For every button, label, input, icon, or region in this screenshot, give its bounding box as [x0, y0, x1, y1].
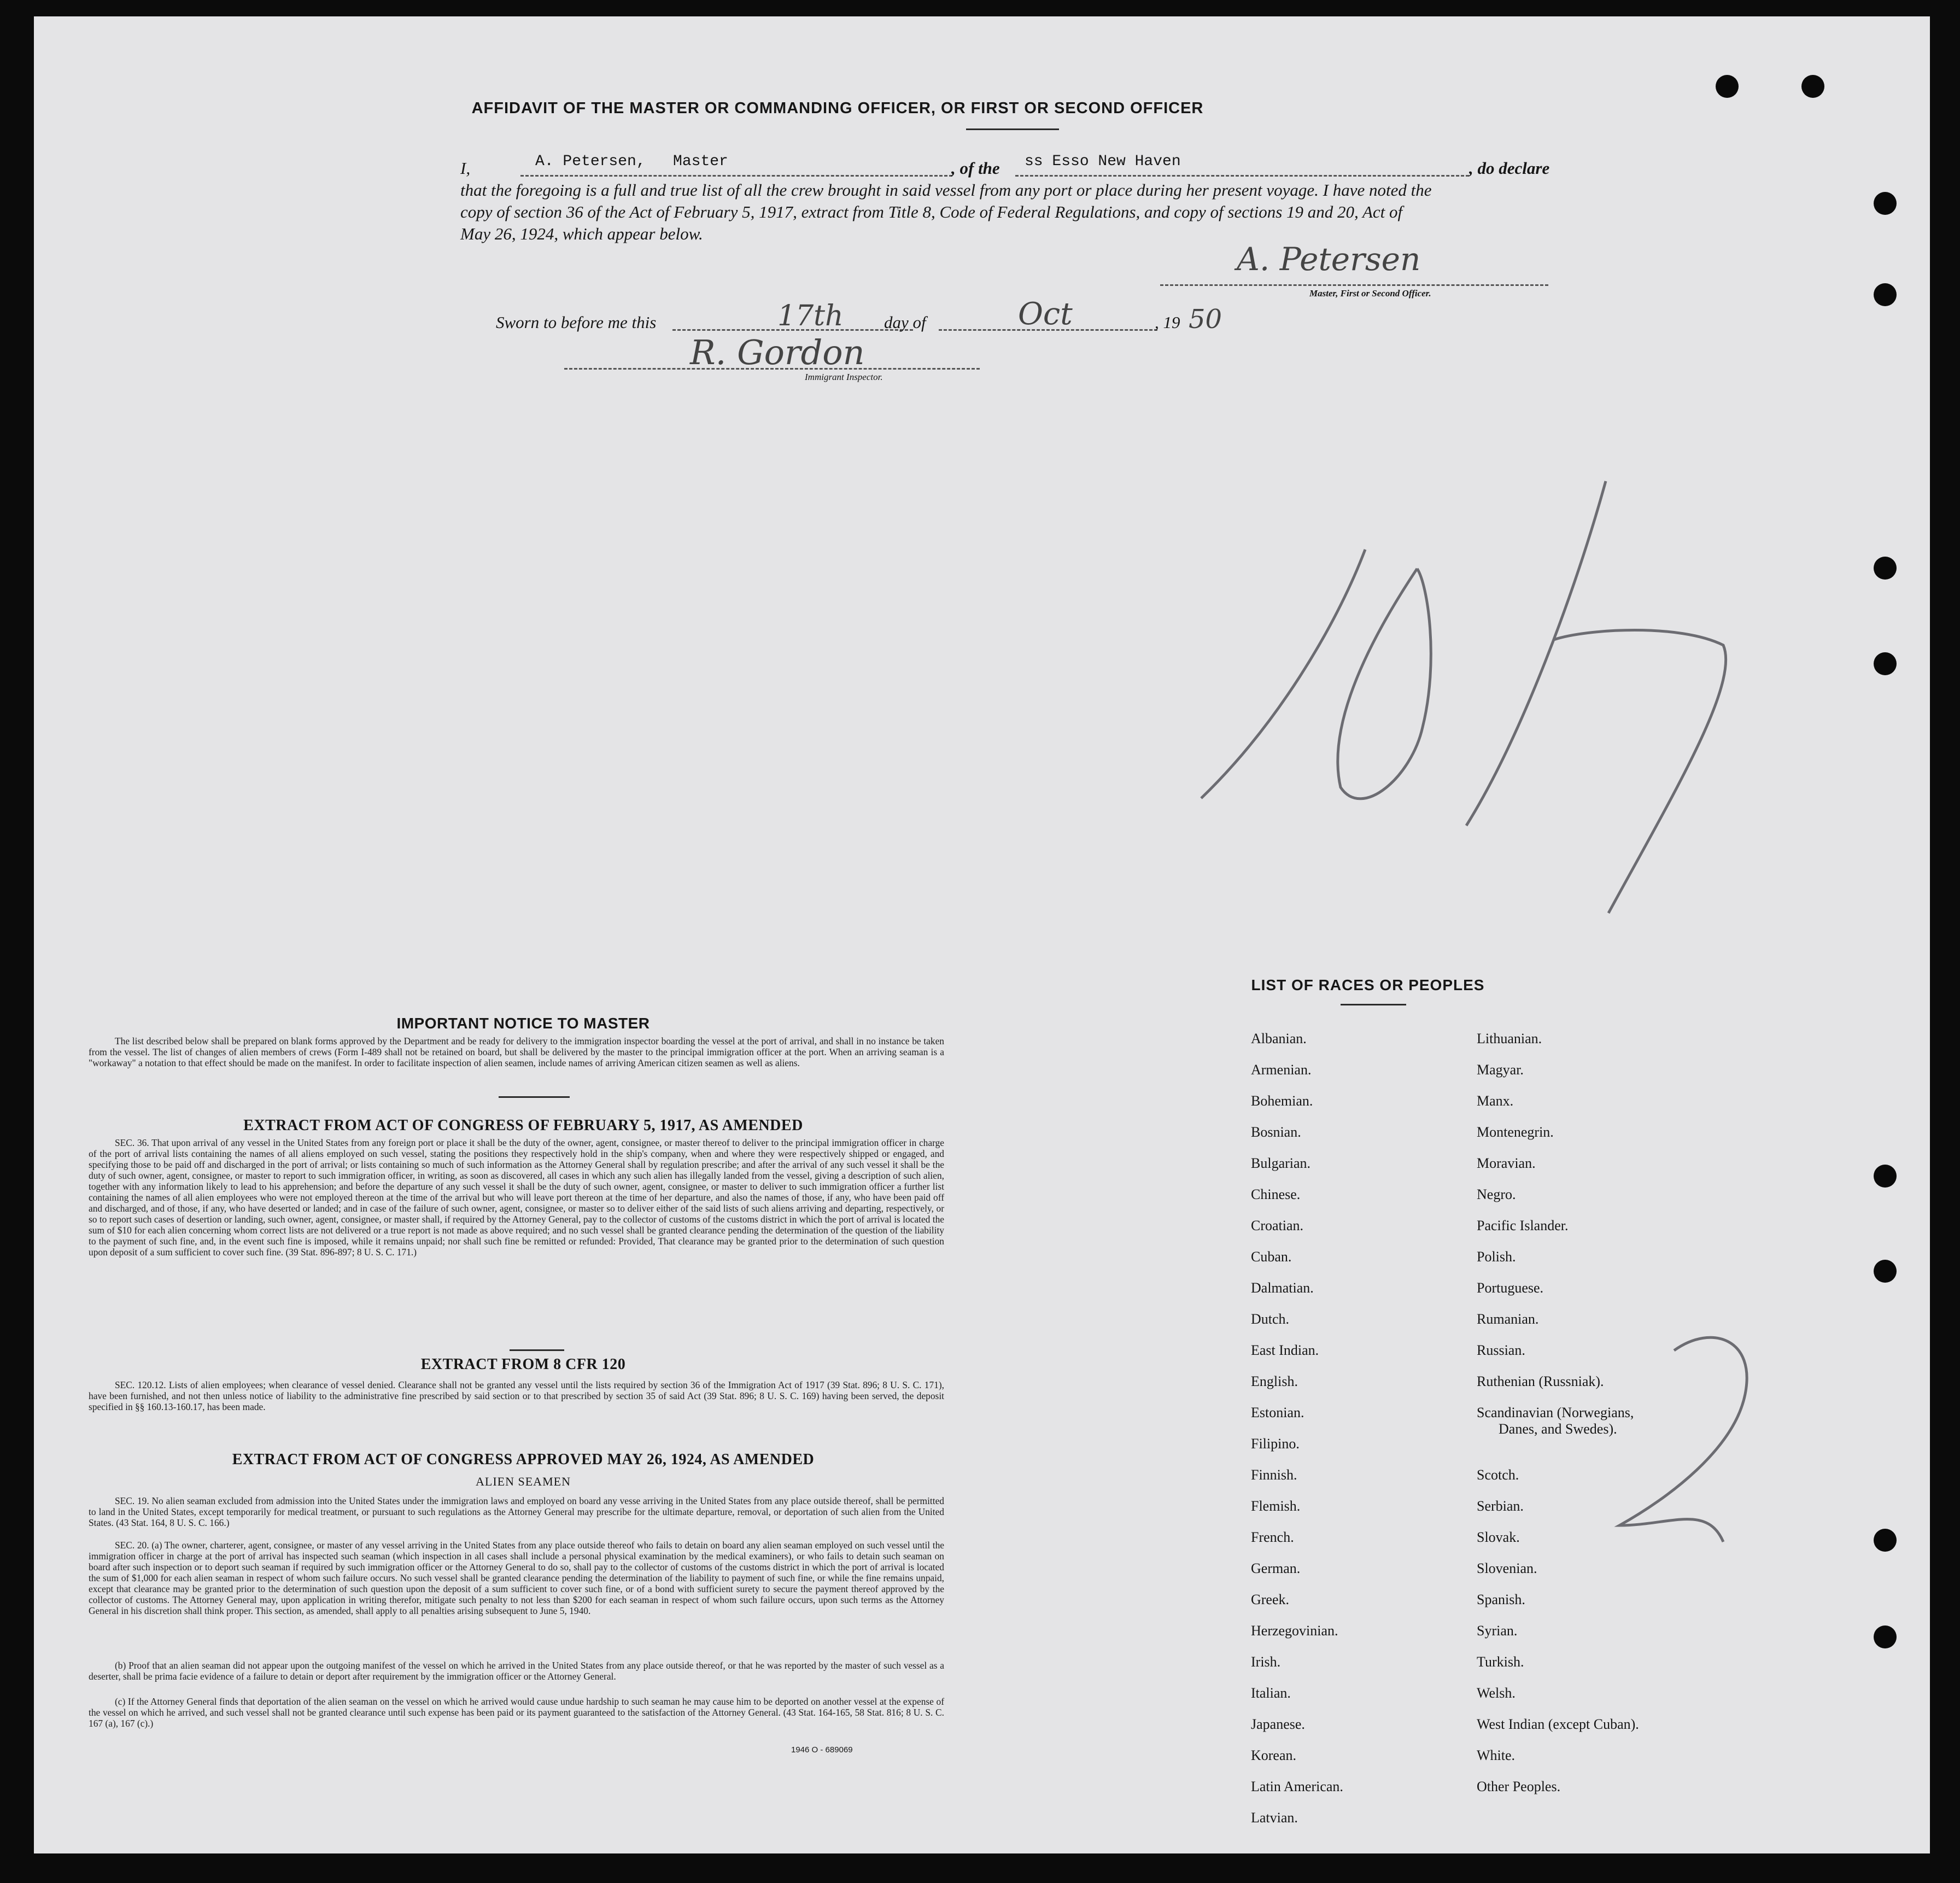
- do-declare-text: , do declare: [1469, 159, 1550, 178]
- race-item: French.: [1251, 1529, 1294, 1545]
- race-item: Croatian.: [1251, 1218, 1304, 1233]
- race-item: Portuguese.: [1477, 1280, 1544, 1296]
- year-prefix: , 19: [1155, 313, 1180, 332]
- race-item: Chinese.: [1251, 1186, 1301, 1202]
- day-of-text: day of: [884, 313, 926, 332]
- extract-1917-title: EXTRACT FROM ACT OF CONGRESS OF FEBRUARY 5, 1917, AS AMENDED: [243, 1117, 803, 1134]
- race-item: Bohemian.: [1251, 1093, 1313, 1109]
- extract-1924-sec20a: SEC. 20. (a) The owner, charterer, agent, consignee, or master of any vessel arriving in the United States from any place outside thereof who fails to detain on board any alien seaman employed on such vessel until the immigration officer in charge at the port of arrival has inspected such seaman (which inspection in all cases shall include a personal physical examination by the medical examiners), or who fails to detain such seaman on board after such inspection or to deport such seaman if required by such immigration officer or the Attorney General to do so, shall pay to the collector of customs of the customs district in which the port of arrival is located the sum of $1,000 for each alien seaman in respect of whom such failure occurs. No such vessel shall be granted clearance pending the determination of the liability to payment of such fine, or while the fine remains unpaid, except that clearance may be granted prior to the determination of such question upon the deposit of a sum sufficient to cover such fine, or of a bond with sufficient surety to secure the payment thereof approved by the collector of customs. The Attorney General may, upon application in writing therefor, mitigate such penalty to not less than $200 for each seaman in respect of whom such failure occurs, upon such terms as the Attorney General in his discretion shall think proper. This section, as amended, shall apply to all penalties arising subsequent to June 5, 1940.: [89, 1540, 944, 1616]
- sworn-day: 17th: [777, 300, 844, 332]
- extract-cfr-title: EXTRACT FROM 8 CFR 120: [420, 1356, 626, 1373]
- of-the-text: , of the: [951, 159, 1000, 178]
- race-item: Filipino.: [1251, 1436, 1300, 1452]
- race-item: Rumanian.: [1477, 1311, 1539, 1327]
- race-item: Other Peoples.: [1477, 1779, 1561, 1794]
- race-item: Pacific Islander.: [1477, 1218, 1569, 1233]
- race-item: Finnish.: [1251, 1467, 1297, 1483]
- race-item: [1477, 1405, 1639, 1436]
- affidavit-body-line: copy of section 36 of the Act of February 5, 1917, extract from Title 8, Code of Federal Regulations, and copy of sections 19 and 20, Act of: [460, 202, 1403, 221]
- race-item: White.: [1477, 1747, 1516, 1763]
- signature-label: Master, First or Second Officer.: [1309, 288, 1431, 299]
- race-item: Italian.: [1251, 1685, 1291, 1701]
- extract-1924-sec19: SEC. 19. No alien seaman excluded from admission into the United States under the immigration laws and employed on board any vesse arriving in the United States from any place outside thereof, shall be permitted to land in the United States, except temporarily for medical treatment, or pursuant to such regulations as the Attorney General may prescribe for the ultimate departure, removal, or deportation of such alien from the United States. (43 Stat. 164, 8 U. S. C. 166.): [89, 1495, 944, 1528]
- extract-1924-sec20c: (c) If the Attorney General finds that deportation of the alien seaman on the vessel on which he arrived would cause undue hardship to such seaman he may cause him to be deported on another vessel at the expense of the vessel on which he arrived, and such vessel shall not be granted clearance until such expense has been paid or its payment guaranteed to the satisfaction of the Attorney General. (43 Stat. 164-165, 58 Stat. 816; 8 U. S. C. 167 (a), 167 (c).): [89, 1696, 944, 1729]
- race-item: Greek.: [1251, 1592, 1290, 1607]
- race-item: German.: [1251, 1560, 1301, 1576]
- master-signature: A. Petersen: [1237, 241, 1421, 278]
- race-item: Manx.: [1477, 1093, 1514, 1109]
- race-item: Dalmatian.: [1251, 1280, 1314, 1296]
- race-item: Bulgarian.: [1251, 1155, 1311, 1171]
- race-item: Latvian.: [1251, 1810, 1298, 1826]
- race-item: Irish.: [1251, 1654, 1281, 1670]
- race-item: Moravian.: [1477, 1155, 1536, 1171]
- race-item: Flemish.: [1251, 1498, 1301, 1514]
- document-page: [34, 16, 1930, 1853]
- race-item: Polish.: [1477, 1249, 1516, 1265]
- notice-text: The list described below shall be prepared on blank forms approved by the Department and be ready for delivery to the immigration inspector boarding the vessel at the port of arrival, and shall in no instance be taken from the vessel. The list of changes of alien members of crews (Form I-489 shall not be retained on board, but shall be delivered by the master to the principal immigration officer at the port. When an arriving seaman is a "workaway" a notation to that effect should be made on the manifest. In order to facilitate inspection of alien seamen, include names of arriving American citizen seamen as well as aliens.: [89, 1036, 944, 1068]
- race-item: Turkish.: [1477, 1654, 1524, 1670]
- affidavit-pronoun: I,: [460, 159, 471, 178]
- race-item: Serbian.: [1477, 1498, 1524, 1514]
- extract-1924-sec20b: (b) Proof that an alien seaman did not appear upon the outgoing manifest of the vessel on which he arrived in the United States from any place outside thereof, or that he was reported by the master of such vessel as a deserter, shall be prima facie evidence of a failure to detain or deport after requirement by the immigration officer or the Attorney General.: [89, 1660, 944, 1682]
- extract-1917-text: SEC. 36. That upon arrival of any vessel in the United States from any foreign port or place it shall be the duty of the owner, agent, consignee, or master thereof to deliver to the principal immigration officer in charge of the port of arrival lists containing the names of all aliens employed on such vessel, stating the positions they respectively hold in the ship's company, when and where they were respectively shipped or engaged, and specifying those to be paid off and discharged in the port of arrival; or lists containing so much of such information as the Attorney General shall by regulation prescribe; and after the arrival of any such vessel it shall be the duty of such owner, agent, consignee, or master to report to such immigration officer, in writing, as soon as discovered, all cases in which any such alien has illegally landed from the vessel, giving a description of such alien, together with any information likely to lead to his apprehension; and before the departure of any such vessel it shall be the duty of such owner, agent, consignee, or master to deliver to such immigration officer a further list containing the names of all alien employees who were not employed thereon at the time of the arrival but who will leave port thereon at the time of her departure, and also the names of those, if any, who have been paid off and discharged, and of those, if any, who have deserted or landed; and in case of the failure of such owner, agent, consignee, or master so to deliver either of the said lists of such aliens arriving and departing, respectively, or so to report such cases of desertion or landing, such owner, agent, consignee, or master shall, if required by the Attorney General, pay to the collector of customs of the customs district in which the port of arrival is located the sum of $10 for each alien concerning whom correct lists are not delivered or a true report is not made as above required; and no such vessel shall be granted clearance pending the determination of the question of the liability to the payment of such fine, and, in the event such fine is imposed, while it remains unpaid; nor shall such fine be remitted or refunded: Provided, That clearance may be granted prior to the determination of such question upon deposit of a sum sufficient to cover such fine. (39 Stat. 896-897; 8 U. S. C. 171.): [89, 1137, 944, 1258]
- inspector-signature: R. Gordon: [690, 332, 865, 372]
- vessel-name: ss Esso New Haven: [1025, 153, 1181, 170]
- race-item: Herzegovinian.: [1251, 1623, 1338, 1639]
- year-suffix: 50: [1189, 304, 1222, 335]
- race-item-line: Danes, and Swedes).: [1499, 1421, 1617, 1437]
- affidavit-title: AFFIDAVIT OF THE MASTER OR COMMANDING OFFICER, OR FIRST OR SECOND OFFICER: [471, 100, 1204, 117]
- race-item: Magyar.: [1477, 1062, 1524, 1078]
- race-item: Estonian.: [1251, 1405, 1304, 1420]
- race-spacer: [1477, 1436, 1639, 1467]
- race-item: Scotch.: [1477, 1467, 1519, 1483]
- race-item: Japanese.: [1251, 1716, 1305, 1732]
- notice-title: IMPORTANT NOTICE TO MASTER: [396, 1015, 650, 1032]
- extract-cfr-text: SEC. 120.12. Lists of alien employees; when clearance of vessel denied. Clearance shall not be granted any vessel until the lists required by section 36 of the Immigration Act of 1917 (39 Stat. 896; 8 U. S. C. 171), have been furnished, and not then unless notice of liability to the administrative fine prescribed by said section or to that prescribed by section 35 of said Act (39 Stat. 896; 8 U. S. C. 169) having been served, the deposit specified in §§ 160.13-160.17, has been made.: [89, 1379, 944, 1412]
- race-item: Syrian.: [1477, 1623, 1518, 1639]
- races-title-underline: [1341, 1004, 1406, 1005]
- race-item: Albanian.: [1251, 1031, 1307, 1046]
- race-item: Welsh.: [1477, 1685, 1516, 1701]
- affidavit-body-line: May 26, 1924, which appear below.: [460, 224, 703, 243]
- race-item: Slovenian.: [1477, 1560, 1537, 1576]
- race-item: English.: [1251, 1373, 1298, 1389]
- race-item: East Indian.: [1251, 1342, 1319, 1358]
- race-item: Korean.: [1251, 1747, 1297, 1763]
- race-item: Cuban.: [1251, 1249, 1292, 1265]
- race-item: Negro.: [1477, 1186, 1516, 1202]
- race-item: Montenegrin.: [1477, 1124, 1554, 1140]
- race-item: West Indian (except Cuban).: [1477, 1716, 1639, 1732]
- race-item: Latin American.: [1251, 1779, 1343, 1794]
- section-divider: [510, 1349, 564, 1351]
- races-list-left: [1251, 1031, 1343, 1841]
- race-item: Bosnian.: [1251, 1124, 1301, 1140]
- race-item: Dutch.: [1251, 1311, 1290, 1327]
- master-name: A. Petersen, Master: [535, 153, 728, 170]
- races-title: LIST OF RACES OR PEOPLES: [1251, 976, 1485, 993]
- print-code: 1946 O - 689069: [791, 1745, 853, 1755]
- races-list-right: [1477, 1031, 1639, 1810]
- race-item: Slovak.: [1477, 1529, 1520, 1545]
- sworn-month: Oct: [1018, 296, 1073, 332]
- inspector-label: Immigrant Inspector.: [805, 372, 883, 382]
- affidavit-body-line: that the foregoing is a full and true list of all the crew brought in said vessel from any port or place during her present voyage. I have noted the: [460, 180, 1432, 200]
- race-item: Lithuanian.: [1477, 1031, 1542, 1046]
- extract-1924-title: EXTRACT FROM ACT OF CONGRESS APPROVED MAY 26, 1924, AS AMENDED: [232, 1451, 815, 1468]
- section-divider: [499, 1096, 570, 1098]
- race-item: Armenian.: [1251, 1062, 1312, 1078]
- race-item: Ruthenian (Russniak).: [1477, 1373, 1604, 1389]
- extract-1924-subtitle: ALIEN SEAMEN: [476, 1475, 571, 1488]
- race-item-line: Scandinavian (Norwegians,: [1477, 1405, 1634, 1420]
- race-item: Russian.: [1477, 1342, 1525, 1358]
- sworn-prefix: Sworn to before me this: [496, 313, 657, 332]
- race-item: Spanish.: [1477, 1592, 1525, 1607]
